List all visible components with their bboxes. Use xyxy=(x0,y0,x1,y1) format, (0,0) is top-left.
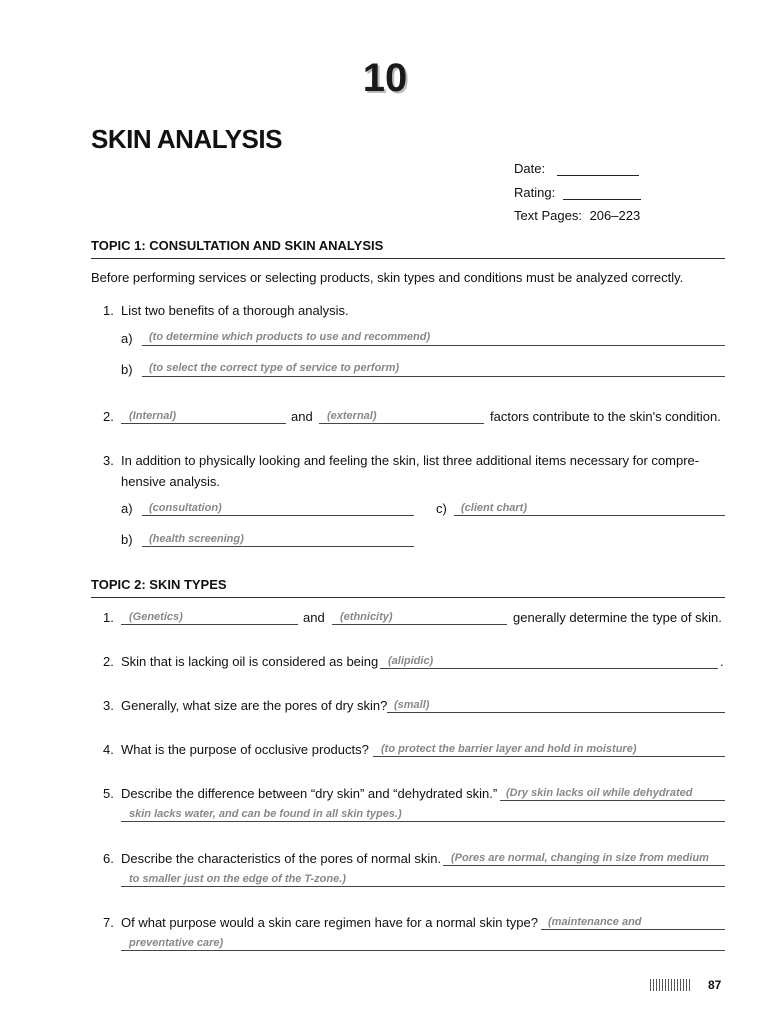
t2-q2-answer: (alipidic) xyxy=(388,655,434,667)
date-label: Date: xyxy=(514,161,546,176)
t2-q3-text: Generally, what size are the pores of dry skin? xyxy=(121,698,388,713)
t1-q2-number: 2. xyxy=(103,409,114,424)
t2-q5-answer1: (Dry skin lacks oil while dehydrated xyxy=(506,787,693,799)
t1-q3-c-answer: (client chart) xyxy=(461,502,528,514)
t1-q3-a-answer: (consultation) xyxy=(149,502,222,514)
t2-q4-number: 4. xyxy=(103,742,114,757)
topic1-heading: TOPIC 1: CONSULTATION AND SKIN ANALYSIS xyxy=(91,238,725,259)
t2-q1-and: and xyxy=(303,610,325,625)
t2-q5-text: Describe the difference between “dry skin” and “dehydrated skin.” xyxy=(121,786,498,801)
t1-q3-b-answer: (health screening) xyxy=(149,533,244,545)
t2-q2-period: . xyxy=(720,654,724,669)
text-pages-value: 206–223 xyxy=(589,208,641,223)
footer-pattern-bar xyxy=(650,979,690,991)
t1-q3-a-label: a) xyxy=(121,501,133,516)
t1-q1-number: 1. xyxy=(103,303,114,318)
t1-q3-c-label: c) xyxy=(436,501,447,516)
t1-q1-b-answer: (to select the correct type of service to perform) xyxy=(149,362,400,374)
t2-q6-text: Describe the characteristics of the pores of normal skin. xyxy=(121,851,442,866)
t2-q5-number: 5. xyxy=(103,786,114,801)
t1-q3-line1: In addition to physically looking and feeling the skin, list three additional items necessary for compre- xyxy=(121,453,700,468)
t2-q7-answer1: (maintenance and xyxy=(548,916,642,928)
text-pages-label: Text Pages: xyxy=(514,208,582,223)
t1-q3-line2: hensive analysis. xyxy=(121,474,220,489)
t2-q6-answer2: to smaller just on the edge of the T-zone.) xyxy=(129,873,346,885)
t1-q1-a-answer: (to determine which products to use and recommend) xyxy=(149,331,431,343)
t2-q6-number: 6. xyxy=(103,851,114,866)
t2-q7-number: 7. xyxy=(103,915,114,930)
rating-row xyxy=(514,185,641,200)
t2-q3-answer: (small) xyxy=(394,699,430,711)
t1-q3-b-label: b) xyxy=(121,532,133,547)
t2-q2-number: 2. xyxy=(103,654,114,669)
t2-q4-text: What is the purpose of occlusive products? xyxy=(121,742,369,757)
t1-q1-text: List two benefits of a thorough analysis. xyxy=(121,303,349,318)
topic2-heading: TOPIC 2: SKIN TYPES xyxy=(91,577,725,598)
t2-q7-text: Of what purpose would a skin care regimen have for a normal skin type? xyxy=(121,915,538,930)
page-number: 87 xyxy=(708,978,722,992)
t2-q1-number: 1. xyxy=(103,610,114,625)
t1-q2-suffix: factors contribute to the skin's condition. xyxy=(490,409,721,424)
t2-q3-line[interactable] xyxy=(387,697,725,713)
t1-q3-number: 3. xyxy=(103,453,114,468)
t1-q1-a-label: a) xyxy=(121,331,133,346)
date-row xyxy=(514,161,639,176)
topic1-intro: Before performing services or selecting products, skin types and conditions must be analyzed correctly. xyxy=(91,270,684,285)
chapter-number: 10 xyxy=(362,56,408,100)
t2-q6-answer1: (Pores are normal, changing in size from medium xyxy=(451,852,709,864)
t2-q3-number: 3. xyxy=(103,698,114,713)
t2-q4-answer: (to protect the barrier layer and hold in moisture) xyxy=(381,743,637,755)
date-field[interactable] xyxy=(557,163,639,176)
t2-q1-answer2: (ethnicity) xyxy=(340,611,393,623)
t2-q1-suffix: generally determine the type of skin. xyxy=(513,610,722,625)
text-pages-row xyxy=(514,208,640,223)
t2-q7-answer2: preventative care) xyxy=(129,937,224,949)
t2-q2-text: Skin that is lacking oil is considered as being xyxy=(121,654,379,669)
t1-q2-answer2: (external) xyxy=(327,410,377,422)
rating-field[interactable] xyxy=(563,187,641,200)
t2-q5-answer2: skin lacks water, and can be found in all skin types.) xyxy=(129,808,402,820)
rating-label: Rating: xyxy=(514,185,556,200)
t1-q2-and: and xyxy=(291,409,313,424)
t1-q2-answer1: (Internal) xyxy=(129,410,177,422)
t2-q1-answer1: (Genetics) xyxy=(129,611,183,623)
page-title: SKIN ANALYSIS xyxy=(91,124,282,154)
t1-q1-b-label: b) xyxy=(121,362,133,377)
